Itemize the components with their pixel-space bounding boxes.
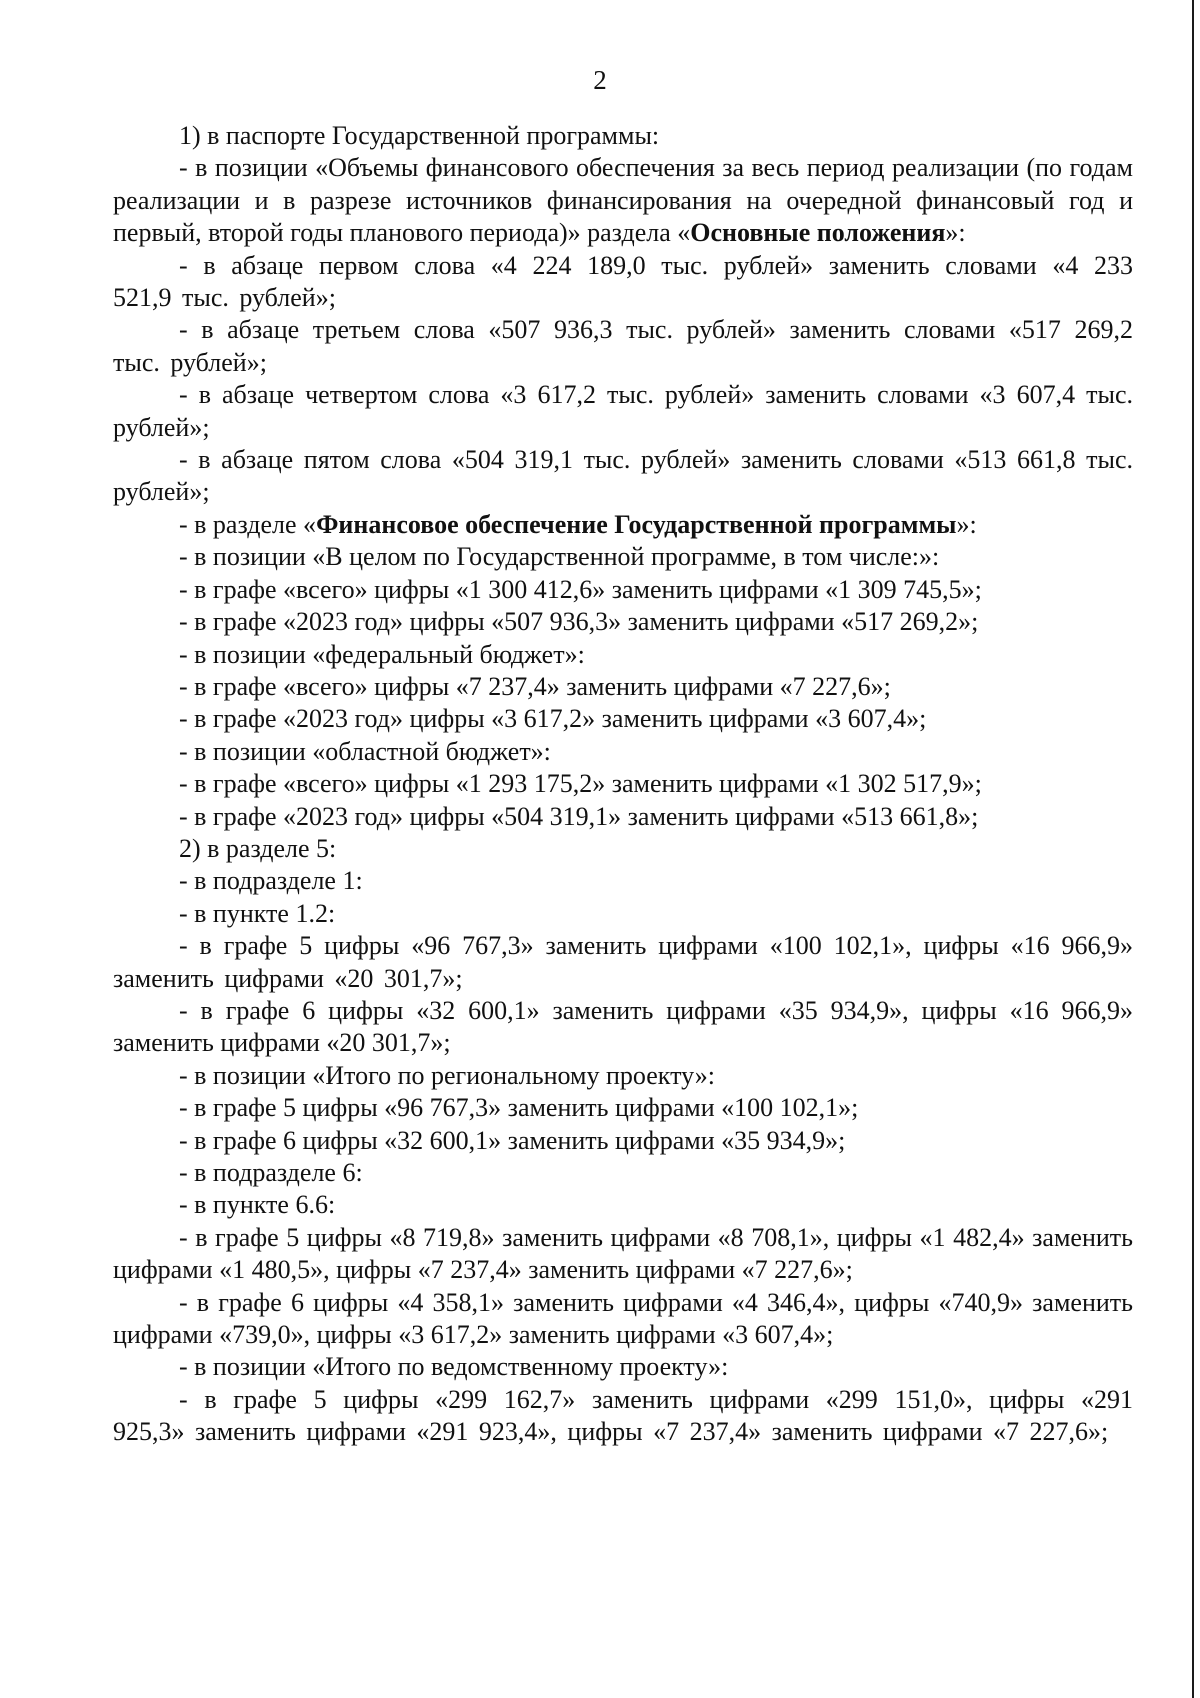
paragraph: - в позиции «В целом по Государственной программе, в том числе:»:	[179, 542, 940, 572]
paragraph: - в графе «2023 год» цифры «507 936,3» заменить цифрами «517 269,2»;	[179, 607, 979, 637]
paragraph: - в графе «2023 год» цифры «3 617,2» заменить цифрами «3 607,4»;	[179, 704, 927, 734]
paragraph: - в абзаце пятом слова «504 319,1 тыс. рублей» заменить словами «513 661,8 тыс. рублей»;	[113, 445, 1133, 507]
paragraph: - в графе 5 цифры «8 719,8» заменить цифрами «8 708,1», цифры «1 482,4» заменить цифрами «1 480,5», цифры «7 237,4» заменить цифрами «7 227,6»;	[113, 1222, 1133, 1285]
paragraph: - в разделе «Финансовое обеспечение Государственной программы»:	[179, 509, 977, 539]
paragraph: - в графе «2023 год» цифры «504 319,1» заменить цифрами «513 661,8»;	[179, 801, 979, 831]
paragraph: - в графе «всего» цифры «7 237,4» заменить цифрами «7 227,6»;	[179, 671, 891, 701]
paragraph: - в абзаце первом слова «4 224 189,0 тыс. рублей» заменить словами «4 233 521,9 тыс. рублей»;	[113, 250, 1133, 313]
paragraph: - в подразделе 6:	[179, 1158, 363, 1187]
paragraph: - в абзаце четвертом слова «3 617,2 тыс. рублей» заменить словами «3 607,4 тыс. рублей»;	[113, 380, 1133, 442]
paragraph: - в графе 5 цифры «96 767,3» заменить цифрами «100 102,1», цифры «16 966,9» заменить цифрами «20 301,7»;	[113, 931, 1133, 993]
paragraph: 1) в паспорте Государственной программы:	[179, 121, 660, 150]
paragraph: - в графе «всего» цифры «1 293 175,2» заменить цифрами «1 302 517,9»;	[179, 769, 982, 799]
paragraph: - в графе «всего» цифры «1 300 412,6» заменить цифрами «1 309 745,5»;	[179, 574, 982, 604]
paragraph: - в графе 5 цифры «299 162,7» заменить цифрами «299 151,0», цифры «291 925,3» заменить цифрами «291 923,4», цифры «7 237,4» заменить цифрами «7 227,6»;	[113, 1384, 1133, 1447]
paragraph: - в графе 5 цифры «96 767,3» заменить цифрами «100 102,1»;	[179, 1093, 859, 1123]
paragraph: - в подразделе 1:	[179, 866, 363, 896]
document-body	[113, 120, 1133, 1449]
paragraph: - в позиции «федеральный бюджет»:	[179, 639, 585, 669]
paragraph: - в абзаце третьем слова «507 936,3 тыс. рублей» заменить словами «517 269,2 тыс. рублей»;	[113, 315, 1133, 377]
paragraph: - в пункте 6.6:	[179, 1190, 336, 1220]
section-name-bold: Основные положения	[690, 218, 946, 248]
paragraph: - в пункте 1.2:	[179, 898, 336, 928]
paragraph: - в графе 6 цифры «32 600,1» заменить цифрами «35 934,9», цифры «16 966,9» заменить цифрами «20 301,7»;	[113, 995, 1133, 1058]
paragraph: - в графе 6 цифры «32 600,1» заменить цифрами «35 934,9»;	[179, 1125, 846, 1155]
paragraph: - в позиции «Объемы финансового обеспечения за весь период реализации (по годам реализации и в разрезе источников финансирования на очередной финансовый год и первый, второй годы планового периода)» раздела «Основные положения»:	[113, 153, 1133, 248]
page-number: 2	[593, 65, 607, 95]
paragraph: - в графе 6 цифры «4 358,1» заменить цифрами «4 346,4», цифры «740,9» заменить цифрами «739,0», цифры «3 617,2» заменить цифрами «3 607,4»;	[113, 1287, 1133, 1350]
paragraph: - в позиции «Итого по ведомственному проекту»:	[179, 1352, 729, 1382]
paragraph: - в позиции «Итого по региональному проекту»:	[179, 1060, 715, 1090]
section-name-bold: Финансовое обеспечение Государственной программы	[316, 509, 957, 539]
paragraph: - в позиции «областной бюджет»:	[179, 736, 551, 766]
page-edge-line	[1192, 0, 1194, 1698]
paragraph: 2) в разделе 5:	[179, 833, 337, 863]
